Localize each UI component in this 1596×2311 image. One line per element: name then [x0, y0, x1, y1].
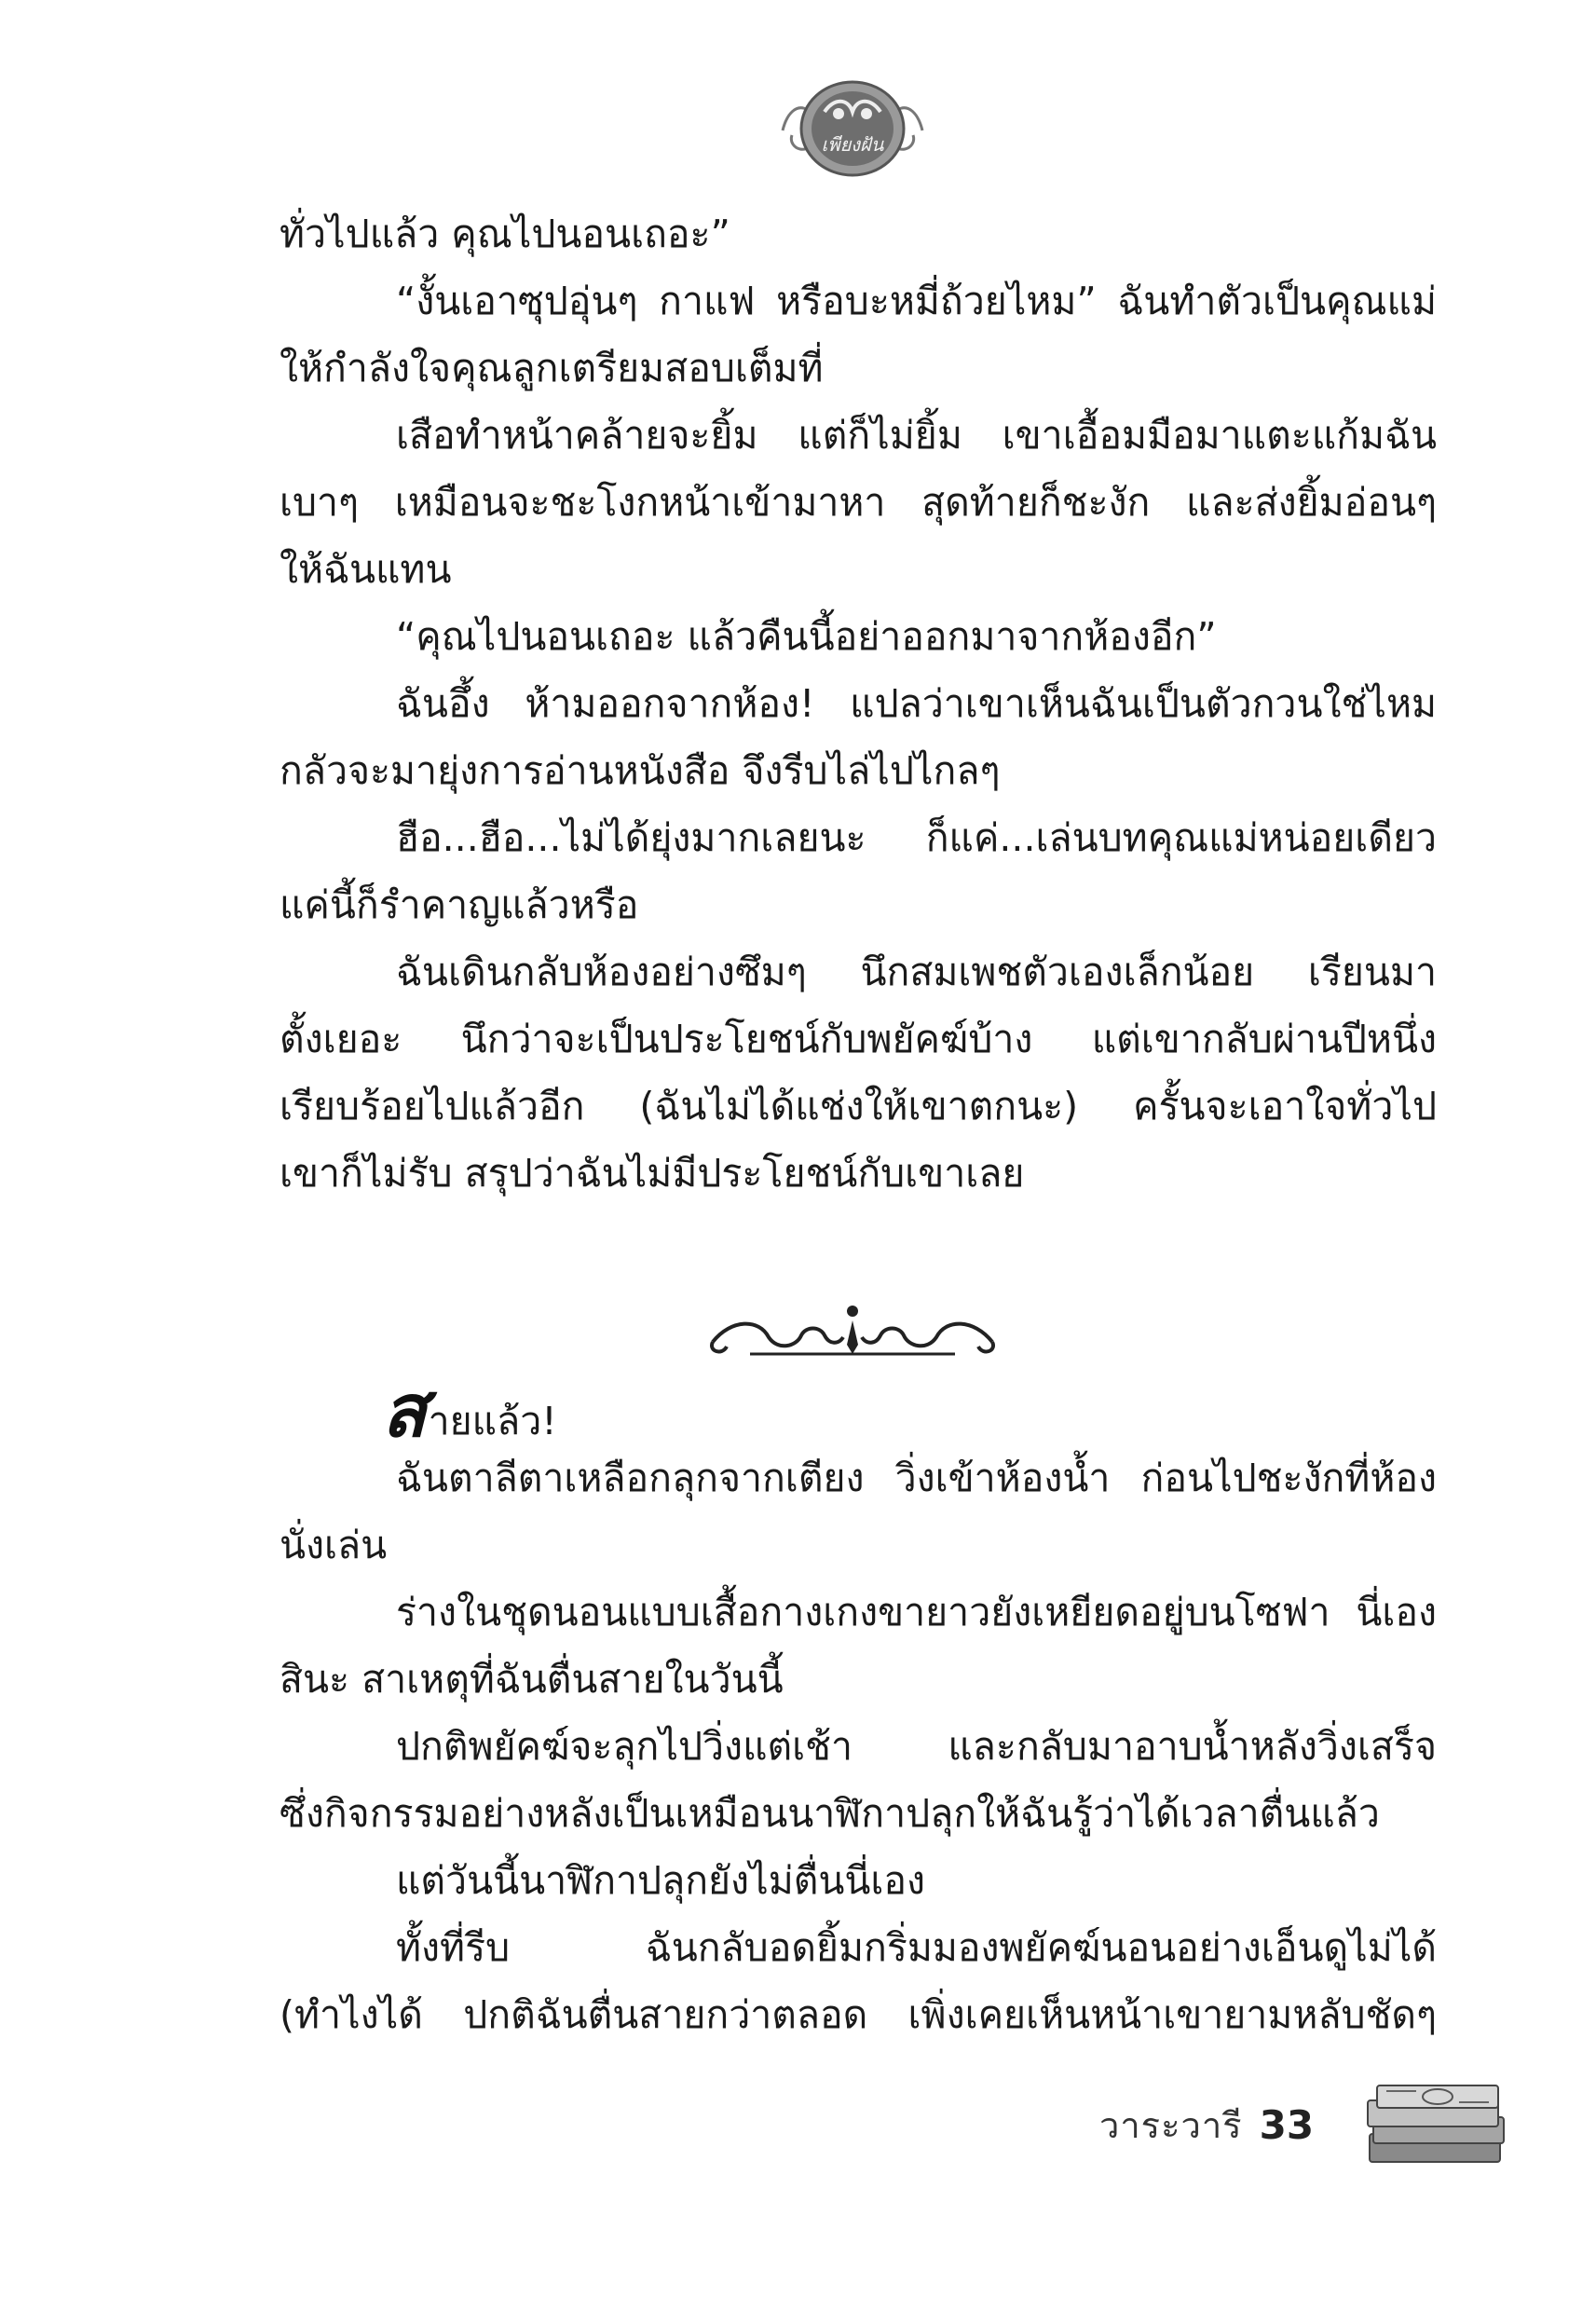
text-line: (ทำไงได้ ปกติฉันตื่นสายกว่าตลอด เพิ่งเคยเห็นหน้าเขายามหลับชัดๆ: [280, 1992, 1437, 2037]
text-line: แต่วันนี้นาฬิกาปลุกยังไม่ตื่นนี่เอง: [396, 1858, 926, 1903]
text-line: เรียบร้อยไปแล้วอีก (ฉันไม่ได้แช่งให้เขาตกนะ) ครั้นจะเอาใจทั่วไป: [280, 1084, 1437, 1128]
text-line: ตั้งเยอะ นึกว่าจะเป็นประโยชน์กับพยัคฆ์บ้าง แต่เขากลับผ่านปีหนึ่ง: [280, 1017, 1437, 1061]
book-title: วาระวารี: [1099, 2104, 1243, 2146]
text-line: ร่างในชุดนอนแบบเสื้อกางเกงขายาวยังเหยียดอยู่บนโซฟา นี่เอง: [396, 1590, 1437, 1634]
text-line: สินะ สาเหตุที่ฉันตื่นสายในวันนี้: [280, 1657, 784, 1702]
text-line: ทั้งที่รีบ ฉันกลับอดยิ้มกริ่มมองพยัคฆ์นอนอย่างเอ็นดูไม่ได้: [396, 1925, 1437, 1970]
text-line: ฮือ...ฮือ...ไม่ได้ยุ่งมากเลยนะ ก็แค่...เล่นบทคุณแม่หน่อยเดียว: [396, 815, 1437, 860]
text-line: เขาก็ไม่รับ สรุปว่าฉันไม่มีประโยชน์กับเขาเลย: [280, 1151, 1025, 1196]
text-line: ฉันตาลีตาเหลือกลุกจากเตียง วิ่งเข้าห้องน้ำ ก่อนไปชะงักที่ห้อง: [396, 1456, 1437, 1500]
text-line: ซึ่งกิจกรรมอย่างหลังเป็นเหมือนนาฬิกาปลุกให้ฉันรู้ว่าได้เวลาตื่นแล้ว: [280, 1791, 1380, 1836]
text-line: ทั่วไปแล้ว คุณไปนอนเถอะ”: [280, 212, 730, 256]
text-line: เสือทำหน้าคล้ายจะยิ้ม แต่ก็ไม่ยิ้ม เขาเอื้อมมือมาแตะแก้มฉัน: [396, 413, 1437, 458]
scroll-divider-ornament: [694, 1300, 1011, 1365]
drop-cap: ส: [382, 1370, 427, 1454]
text-line: ปกติพยัคฆ์จะลุกไปวิ่งแต่เช้า และกลับมาอาบน้ำหลังวิ่งเสร็จ: [396, 1724, 1437, 1769]
text-line: “คุณไปนอนเถอะ แล้วคืนนี้อย่าออกมาจากห้องอีก”: [396, 614, 1217, 659]
drop-cap-rest: ายแล้ว!: [428, 1399, 557, 1443]
page-footer: [1099, 2087, 1314, 2162]
text-line: ให้ฉันแทน: [280, 547, 452, 592]
text-line: กลัวจะมายุ่งการอ่านหนังสือ จึงรีบไล่ไปไกลๆ: [280, 748, 1001, 793]
ornate-crest-logo: [773, 56, 932, 186]
text-line: นั่งเล่น: [280, 1523, 388, 1567]
page-number: 33: [1259, 2101, 1315, 2148]
money-stack-icon: [1360, 2069, 1509, 2181]
text-block-1: [280, 200, 1437, 1207]
text-line: ฉันเดินกลับห้องอย่างซึมๆ นึกสมเพชตัวเองเล็กน้อย เรียนมา: [396, 950, 1437, 994]
text-line: ฉันอึ้ง ห้ามออกจากห้อง! แปลว่าเขาเห็นฉันเป็นตัวกวนใช่ไหม: [396, 681, 1437, 726]
text-line: เบาๆ เหมือนจะชะโงกหน้าเข้ามาหา สุดท้ายก็ชะงัก และส่งยิ้มอ่อนๆ: [280, 480, 1437, 525]
text-line: “งั้นเอาซุปอุ่นๆ กาแฟ หรือบะหมี่ถ้วยไหม” ฉันทำตัวเป็นคุณแม่: [396, 279, 1437, 323]
logo-text: เพียงฝัน: [821, 133, 884, 156]
section-heading: [382, 1370, 557, 1454]
text-line: แค่นี้ก็รำคาญแล้วหรือ: [280, 882, 639, 927]
text-line: ให้กำลังใจคุณลูกเตรียมสอบเต็มที่: [280, 346, 824, 390]
text-block-2: [280, 1444, 1437, 2048]
